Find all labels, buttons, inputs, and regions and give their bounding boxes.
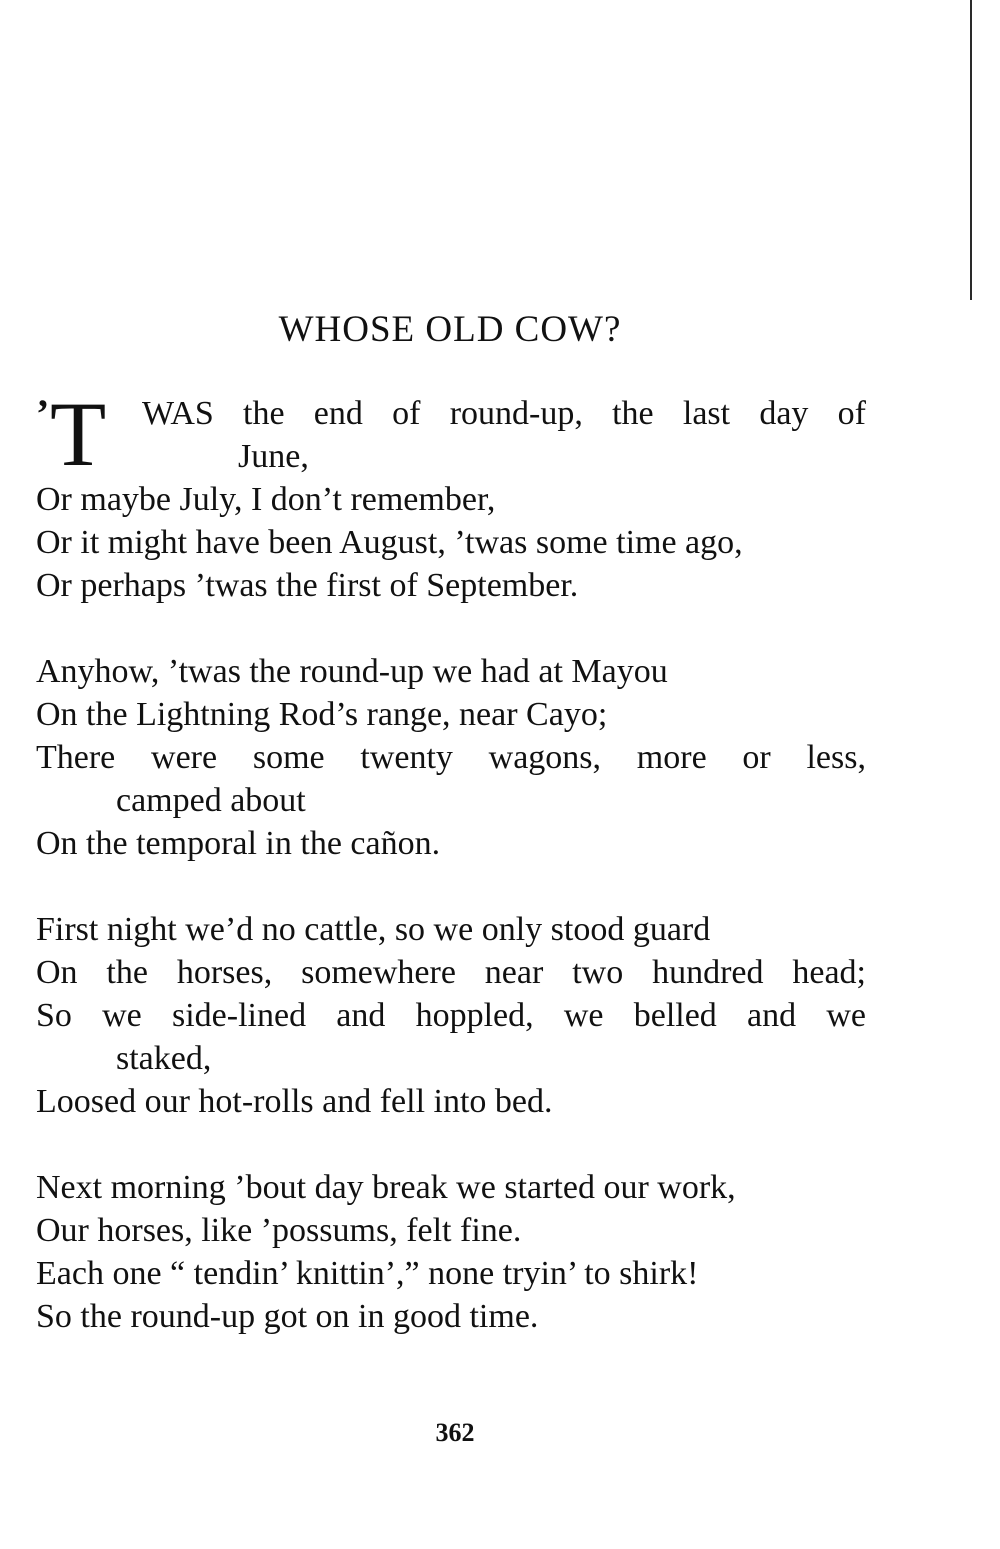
poem-line: Or it might have been August, ’twas some time ago, [36, 524, 743, 561]
poem-line: First night we’d no cattle, so we only stood guard [36, 911, 711, 948]
first-line-text: WAS the end of round-up, the last day of [142, 395, 866, 432]
stanza-1 [36, 383, 866, 607]
poem-body [36, 383, 866, 1381]
stanza-4 [36, 1166, 866, 1338]
poem-line: So we side-lined and hoppled, we belled and we [36, 997, 866, 1034]
poem-line: So the round-up got on in good time. [36, 1298, 539, 1335]
page-number: 362 [435, 1418, 475, 1447]
dropcap-letter: T [50, 383, 107, 485]
stanza-2 [36, 650, 866, 865]
poem-line-continuation: camped about [116, 782, 306, 819]
poem-line: On the horses, somewhere near two hundred head; [36, 954, 866, 991]
poem-line: On the temporal in the cañon. [36, 825, 441, 862]
poem-line: There were some twenty wagons, more or less, [36, 739, 866, 776]
poem-line: Our horses, like ’possums, felt fine. [36, 1212, 522, 1249]
poem-line: Loosed our hot-rolls and fell into bed. [36, 1083, 553, 1120]
poem-line: Next morning ’bout day break we started our work, [36, 1169, 736, 1206]
poem-title: WHOSE OLD COW? [278, 309, 622, 350]
page-edge-line [970, 0, 972, 300]
poem-line: Or maybe July, I don’t remember, [36, 481, 496, 518]
poem-line-continuation: staked, [116, 1040, 212, 1077]
poem-line: Or perhaps ’twas the first of September. [36, 567, 579, 604]
first-line-continuation: June, [238, 438, 309, 475]
poem-line: Each one “ tendin’ knittin’,” none tryin’ to shirk! [36, 1255, 699, 1292]
dropcap-apostrophe: ’ [36, 391, 50, 436]
first-line [36, 383, 866, 485]
poem-line: Anyhow, ’twas the round-up we had at Mayou [36, 653, 668, 690]
poem-line: On the Lightning Rod’s range, near Cayo; [36, 696, 608, 733]
stanza-3 [36, 908, 866, 1123]
